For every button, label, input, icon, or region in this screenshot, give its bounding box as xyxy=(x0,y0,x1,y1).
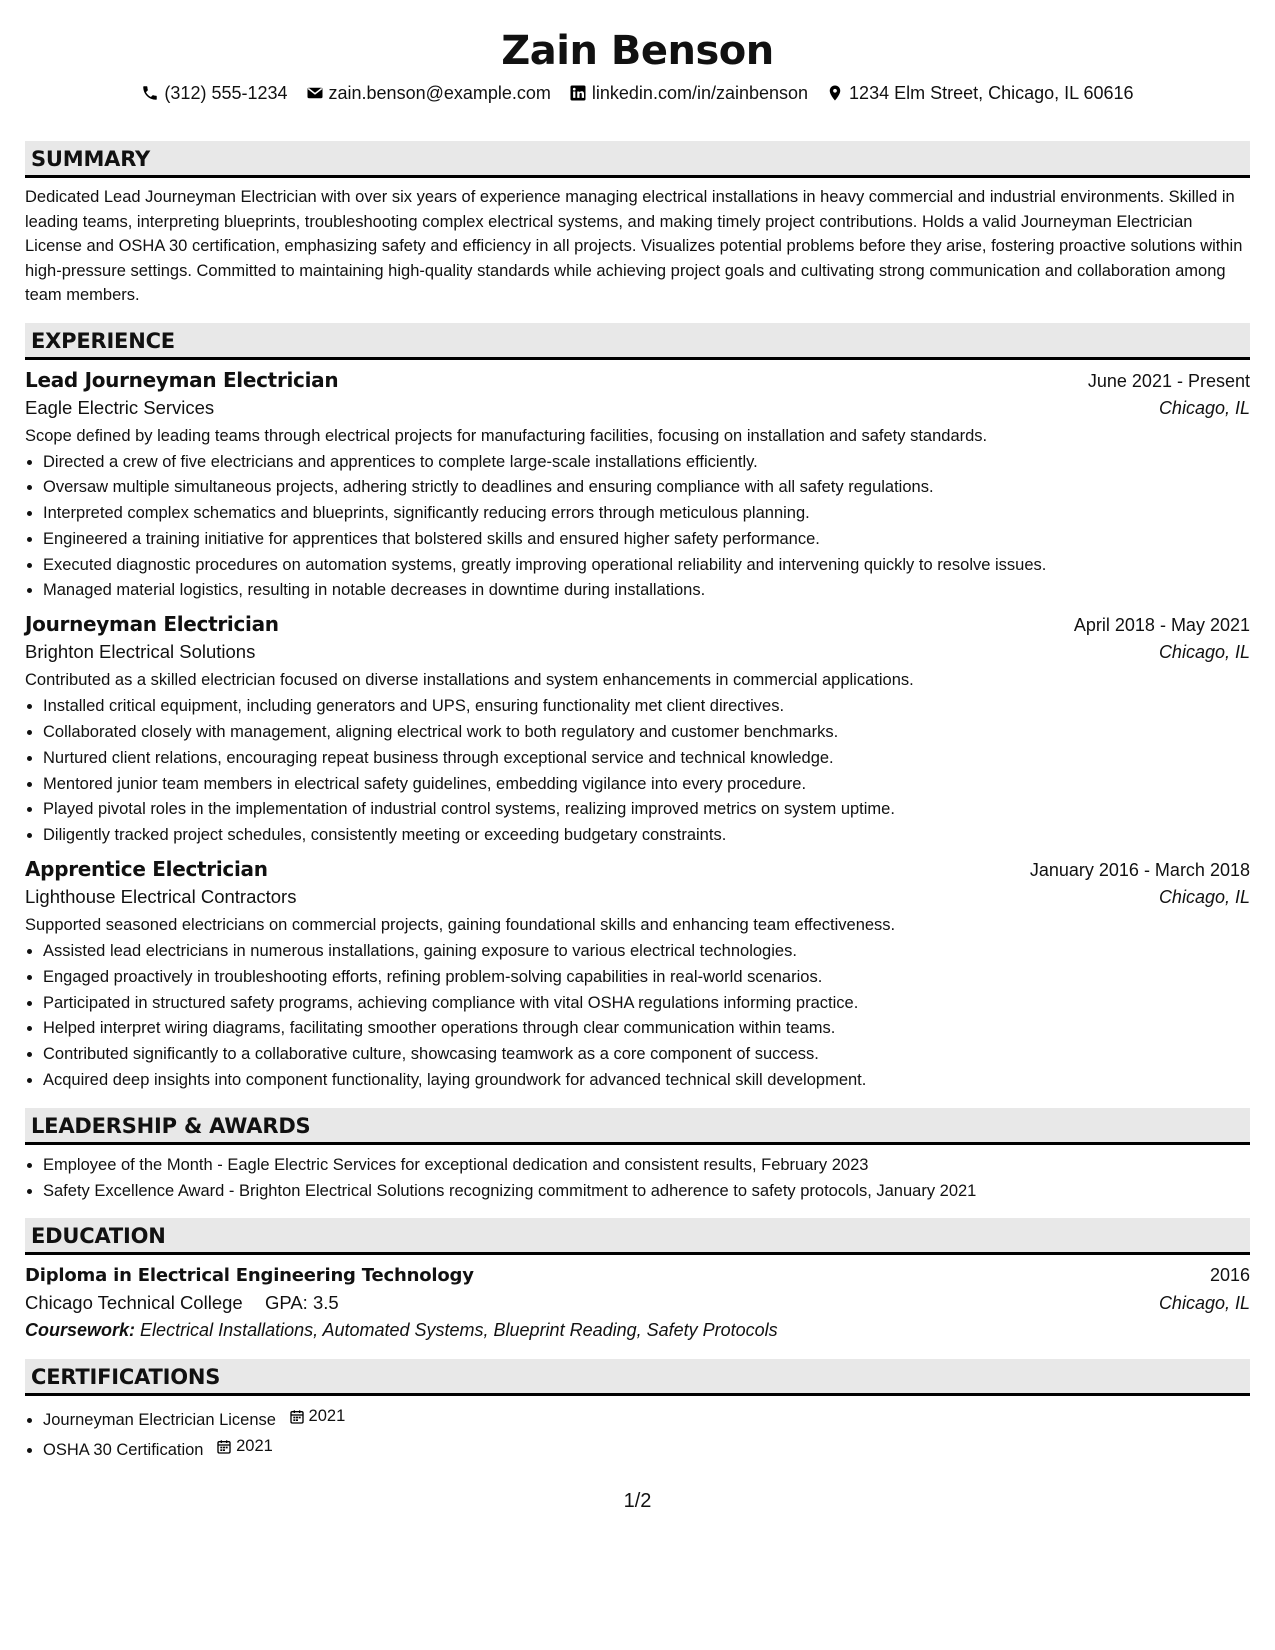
cert-date xyxy=(289,1404,346,1430)
list-item: • Managed material logistics, resulting in notable decreases in downtime during installations. xyxy=(43,578,1250,604)
list-item: • Employee of the Month - Eagle Electric Services for exceptional dedication and consistent results, February 2023 xyxy=(43,1153,1250,1179)
phone-icon xyxy=(141,84,159,102)
calendar-icon xyxy=(216,1439,232,1455)
list-item: • Installed critical equipment, including generators and UPS, ensuring functionality met client directives. xyxy=(43,694,1250,720)
list-item: • Acquired deep insights into component functionality, laying groundwork for advanced technical skill development. xyxy=(43,1068,1250,1094)
education-section xyxy=(25,1218,1250,1341)
job-location: Chicago, IL xyxy=(1158,887,1250,908)
job-date: April 2018 - May 2021 xyxy=(1073,615,1250,636)
contact-phone xyxy=(141,83,287,104)
job-bullets xyxy=(25,694,1250,849)
list-item: • Helped interpret wiring diagrams, facilitating smoother operations through clear communication within teams. xyxy=(43,1016,1250,1042)
cert-year: 2021 xyxy=(236,1437,273,1456)
contact-bar xyxy=(25,78,1250,108)
job-bullets xyxy=(25,939,1250,1094)
job-entry xyxy=(25,612,1250,849)
list-item: • Played pivotal roles in the implementation of industrial control systems, realizing improved metrics on system uptime. xyxy=(43,797,1250,823)
summary-section xyxy=(25,141,1250,308)
cert-date xyxy=(216,1434,273,1460)
gpa: GPA: 3.5 xyxy=(264,1292,339,1314)
job-entry xyxy=(25,368,1250,605)
contact-linkedin[interactable] xyxy=(569,83,808,104)
coursework-label: Coursework: xyxy=(25,1320,136,1341)
list-item: • Safety Excellence Award - Brighton Electrical Solutions recognizing commitment to adherence to safety protocols, January 2021 xyxy=(43,1179,1250,1205)
list-item: • Interpreted complex schematics and blueprints, significantly reducing errors through meticulous planning. xyxy=(43,501,1250,527)
degree-title: Diploma in Electrical Engineering Technology xyxy=(25,1265,474,1287)
phone-text: (312) 555-1234 xyxy=(164,82,288,103)
school-location: Chicago, IL xyxy=(1158,1293,1250,1314)
job-location: Chicago, IL xyxy=(1158,397,1250,418)
list-item: • Diligently tracked project schedules, consistently meeting or exceeding budgetary constraints. xyxy=(43,823,1250,849)
list-item: • Nurtured client relations, encouraging repeat business through exceptional service and technical knowledge. xyxy=(43,746,1250,772)
awards-list xyxy=(25,1153,1250,1205)
summary-text: Dedicated Lead Journeyman Electrician with over six years of experience managing electrical installations in heavy commercial and industrial environments. Skilled in leading teams, interpreting blueprints, troubleshooting complex electrical systems, and making timely project contributions. Holds a valid Journeyman Electrician License and OSHA 30 certification, emphasizing safety and efficiency in all projects. Visualizes potential problems before they arise, fostering proactive solutions within high-pressure settings. Committed to maintaining high-quality standards while achieving project goals and cultivating strong communication and collaboration among team members. xyxy=(25,188,1243,304)
list-item: • Collaborated closely with management, aligning electrical work to both regulatory and customer benchmarks. xyxy=(43,720,1250,746)
list-item: • Oversaw multiple simultaneous projects, adhering strictly to deadlines and ensuring compliance with all safety regulations. xyxy=(43,475,1250,501)
job-location: Chicago, IL xyxy=(1158,642,1250,663)
section-heading: CERTIFICATIONS xyxy=(25,1359,1250,1396)
company-name: Brighton Electrical Solutions xyxy=(25,641,256,663)
graduation-year: 2016 xyxy=(1209,1265,1250,1286)
school-line xyxy=(25,1292,339,1314)
coursework-line xyxy=(25,1320,1250,1341)
cert-name: OSHA 30 Certification xyxy=(43,1441,204,1460)
list-item xyxy=(43,1404,1250,1434)
resume-page xyxy=(25,0,1250,1464)
cert-name: Journeyman Electrician License xyxy=(43,1411,276,1430)
job-entry xyxy=(25,857,1250,1094)
list-item: • Directed a crew of five electricians and apprentices to complete large-scale installations efficiently. xyxy=(43,450,1250,476)
address-text: 1234 Elm Street, Chicago, IL 60616 xyxy=(849,82,1134,103)
section-heading: EXPERIENCE xyxy=(25,323,1250,360)
linkedin-text[interactable]: linkedin.com/in/zainbenson xyxy=(591,82,809,103)
school-name: Chicago Technical College xyxy=(25,1292,243,1314)
job-title: Lead Journeyman Electrician xyxy=(25,367,339,392)
job-title: Journeyman Electrician xyxy=(25,612,279,637)
list-item: • Contributed significantly to a collaborative culture, showcasing teamwork as a core component of success. xyxy=(43,1042,1250,1068)
cert-year: 2021 xyxy=(308,1407,346,1426)
job-description: Scope defined by leading teams through electrical projects for manufacturing facilities, focusing on installation and safety standards. xyxy=(25,426,988,445)
list-item: • Participated in structured safety programs, achieving compliance with vital OSHA regulations informing practice. xyxy=(43,991,1250,1017)
experience-section xyxy=(25,323,1250,1094)
company-name: Eagle Electric Services xyxy=(25,396,215,418)
certifications-list xyxy=(25,1404,1250,1463)
company-name: Lighthouse Electrical Contractors xyxy=(25,886,297,908)
job-date: January 2016 - March 2018 xyxy=(1029,860,1250,881)
contact-email[interactable] xyxy=(306,83,551,104)
page-number: 1/2 xyxy=(623,1490,652,1512)
map-pin-icon xyxy=(826,84,844,102)
job-description: Supported seasoned electricians on commercial projects, gaining foundational skills and enhancing team effectiveness. xyxy=(25,916,896,935)
list-item: • Engaged proactively in troubleshooting efforts, refining problem-solving capabilities in real-world scenarios. xyxy=(43,965,1250,991)
certifications-section xyxy=(25,1359,1250,1463)
email-text[interactable]: zain.benson@example.com xyxy=(328,82,551,103)
job-date: June 2021 - Present xyxy=(1087,370,1250,391)
list-item: • Engineered a training initiative for apprentices that bolstered skills and ensured higher safety performance. xyxy=(43,527,1250,553)
list-item: • Mentored junior team members in electrical safety guidelines, embedding vigilance into every procedure. xyxy=(43,772,1250,798)
job-description: Contributed as a skilled electrician focused on diverse installations and system enhancements in commercial applications. xyxy=(25,671,914,690)
section-heading: EDUCATION xyxy=(25,1218,1250,1255)
job-title: Apprentice Electrician xyxy=(25,857,268,882)
awards-section xyxy=(25,1108,1250,1205)
section-heading: LEADERSHIP & AWARDS xyxy=(25,1108,1250,1145)
list-item xyxy=(43,1434,1250,1464)
envelope-icon xyxy=(306,84,324,102)
calendar-icon xyxy=(289,1409,305,1425)
job-bullets xyxy=(25,450,1250,605)
candidate-name: Zain Benson xyxy=(501,28,774,74)
contact-address xyxy=(826,83,1134,104)
coursework-text: Electrical Installations, Automated Systems, Blueprint Reading, Safety Protocols xyxy=(140,1320,778,1341)
list-item: • Assisted lead electricians in numerous installations, gaining exposure to various electrical technologies. xyxy=(43,939,1250,965)
list-item: • Executed diagnostic procedures on automation systems, greatly improving operational reliability and intervening quickly to resolve issues. xyxy=(43,553,1250,579)
section-heading: SUMMARY xyxy=(25,141,1250,178)
linkedin-icon xyxy=(569,84,587,102)
